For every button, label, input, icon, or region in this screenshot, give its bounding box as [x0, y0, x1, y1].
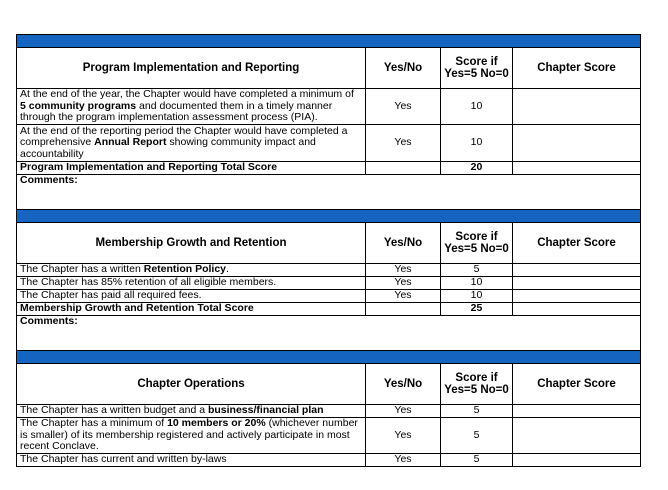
section-title: Chapter Operations — [17, 364, 366, 405]
comments-label: Comments: — [20, 174, 78, 186]
chapter-score-header: Chapter Score — [513, 223, 641, 264]
section-band — [17, 35, 641, 48]
yes-no-header: Yes/No — [366, 223, 441, 264]
chapter-score-cell[interactable] — [513, 454, 641, 467]
chapter-score-cell[interactable] — [513, 405, 641, 418]
chapter-score-cell[interactable] — [513, 162, 641, 175]
yes-no-value: Yes — [366, 290, 441, 303]
section-header — [17, 364, 641, 405]
criteria-text: The Chapter has a written Retention Policy. — [17, 264, 366, 277]
score-value: 5 — [441, 454, 513, 467]
chapter-score-cell[interactable] — [513, 290, 641, 303]
criteria-text: The Chapter has 85% retention of all eligible members. — [17, 277, 366, 290]
criteria-row — [17, 418, 641, 454]
criteria-row — [17, 89, 641, 125]
yes-no-value: Yes — [366, 454, 441, 467]
score-value: 10 — [441, 290, 513, 303]
yes-no-value: Yes — [366, 89, 441, 125]
total-label: Program Implementation and Reporting Total Score — [17, 162, 366, 175]
criteria-text: The Chapter has a minimum of 10 members or 20% (whichever number is smaller) of its membership registered and actively participate in most recent Conclave. — [17, 418, 366, 454]
criteria-row — [17, 454, 641, 467]
chapter-score-cell[interactable] — [513, 125, 641, 162]
total-row — [17, 162, 641, 175]
section-title: Program Implementation and Reporting — [17, 48, 366, 89]
chapter-score-cell[interactable] — [513, 277, 641, 290]
score-if-header: Score if Yes=5 No=0 — [441, 364, 513, 405]
criteria-row — [17, 277, 641, 290]
chapter-score-cell[interactable] — [513, 418, 641, 454]
criteria-row — [17, 264, 641, 277]
chapter-score-header: Chapter Score — [513, 48, 641, 89]
chapter-score-cell[interactable] — [513, 89, 641, 125]
criteria-text: The Chapter has a written budget and a business/financial plan — [17, 405, 366, 418]
total-label: Membership Growth and Retention Total Score — [17, 303, 366, 316]
criteria-row — [17, 125, 641, 162]
score-value: 10 — [441, 89, 513, 125]
yes-no-value: Yes — [366, 264, 441, 277]
section-header — [17, 48, 641, 89]
score-value: 10 — [441, 277, 513, 290]
section-title: Membership Growth and Retention — [17, 223, 366, 264]
total-row — [17, 303, 641, 316]
criteria-text: The Chapter has paid all required fees. — [17, 290, 366, 303]
criteria-text: The Chapter has current and written by-laws — [17, 454, 366, 467]
yes-no-header: Yes/No — [366, 364, 441, 405]
section-header — [17, 223, 641, 264]
criteria-row — [17, 290, 641, 303]
chapter-score-header: Chapter Score — [513, 364, 641, 405]
criteria-text: At the end of the reporting period the Chapter would have completed a comprehensive Annual Report showing community impact and accountability — [17, 125, 366, 162]
criteria-row — [17, 405, 641, 418]
score-if-header: Score if Yes=5 No=0 — [441, 48, 513, 89]
chapter-score-cell[interactable] — [513, 303, 641, 316]
section-band — [17, 210, 641, 223]
score-value: 5 — [441, 418, 513, 454]
total-score: 25 — [441, 303, 513, 316]
yes-no-value: Yes — [366, 277, 441, 290]
score-value: 5 — [441, 264, 513, 277]
comments-cell[interactable] — [17, 175, 641, 210]
yes-no-value: Yes — [366, 405, 441, 418]
yes-no-header: Yes/No — [366, 48, 441, 89]
comments-row — [17, 175, 641, 210]
comments-row — [17, 316, 641, 351]
scorecard-table — [16, 34, 641, 467]
yes-no-value: Yes — [366, 125, 441, 162]
comments-label: Comments: — [20, 315, 78, 327]
chapter-score-cell[interactable] — [513, 264, 641, 277]
comments-cell[interactable] — [17, 316, 641, 351]
score-value: 5 — [441, 405, 513, 418]
criteria-text: At the end of the year, the Chapter would have completed a minimum of 5 community programs and documented them in a timely manner through the program implementation assessment process (PIA). — [17, 89, 366, 125]
total-score: 20 — [441, 162, 513, 175]
score-if-header: Score if Yes=5 No=0 — [441, 223, 513, 264]
yes-no-value: Yes — [366, 418, 441, 454]
section-band — [17, 351, 641, 364]
score-value: 10 — [441, 125, 513, 162]
